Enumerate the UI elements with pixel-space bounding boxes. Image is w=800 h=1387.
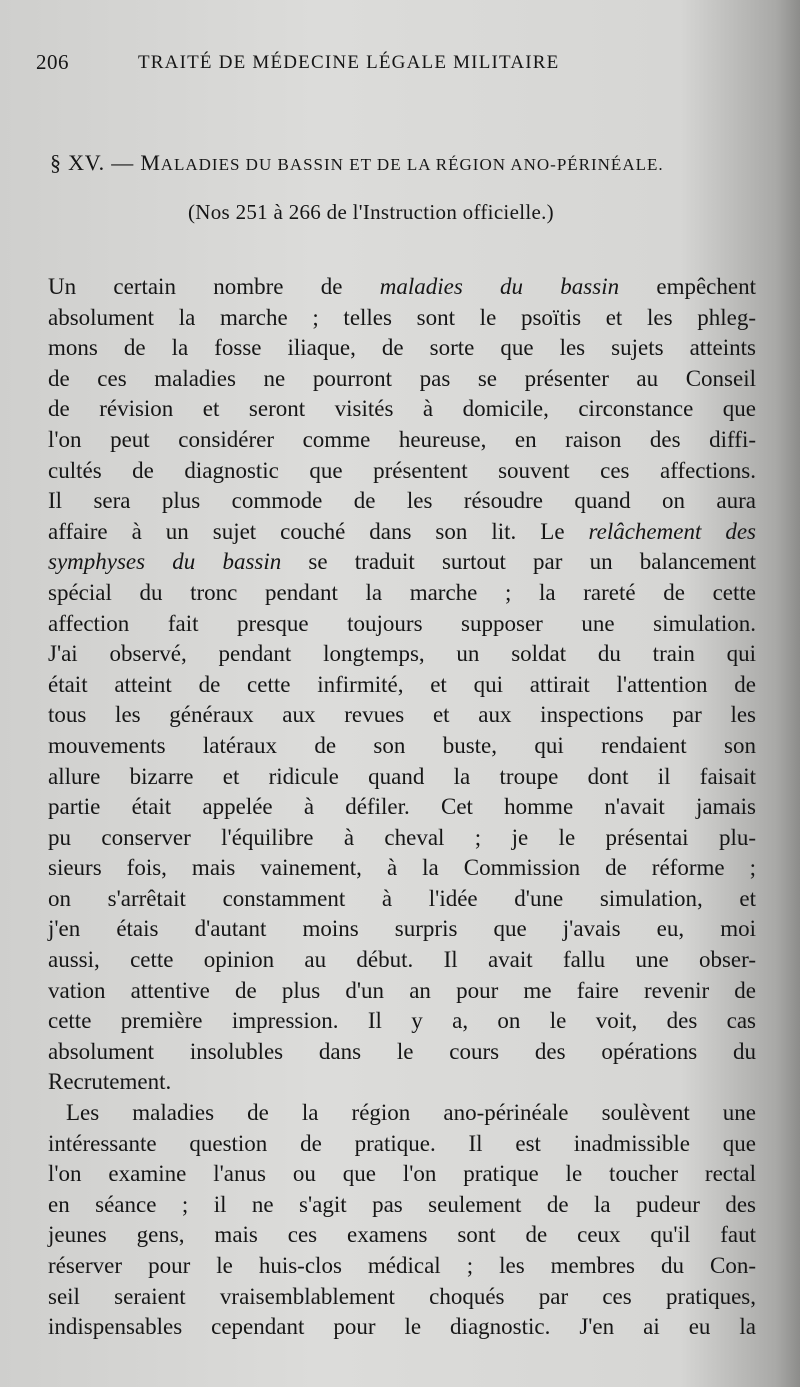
- section-heading: [50, 150, 760, 176]
- text-run: Un certain nombre de: [48, 274, 380, 299]
- text-run: affection fait presque toujours supposer une simulation.: [48, 610, 756, 636]
- text-line: [48, 1159, 756, 1190]
- text-run: cette première impression. Il y a, on le voit, des cas: [48, 1008, 756, 1034]
- text-run: aussi, cette opinion au début. Il avait fallu une obser-: [48, 947, 756, 973]
- text-run: Il sera plus commode de les résoudre quand on aura: [48, 488, 756, 514]
- instruction-reference: (Nos 251 à 266 de l'Instruction officielle.): [188, 200, 554, 224]
- text-run: seil seraient vraisemblablement choqués par ces pratiques,: [48, 1283, 756, 1309]
- text-run: spécial du tronc pendant la marche ; la rareté de cette: [48, 579, 756, 605]
- text-line: [48, 333, 756, 364]
- text-line: [48, 272, 756, 303]
- text-run: affaire à un sujet couché dans son lit. Le: [48, 518, 589, 544]
- running-title: TRAITÉ DE MÉDECINE LÉGALE MILITAIRE: [138, 52, 560, 73]
- text-run: réserver pour le huis-clos médical ; les membres du Con-: [48, 1253, 756, 1278]
- text-run: absolument la marche ; telles sont le psoïtis et les phleg-: [48, 304, 756, 330]
- text-line: [48, 1067, 756, 1098]
- text-line: [48, 517, 756, 548]
- text-line: [48, 394, 756, 425]
- text-run: Les maladies de la région ano-périnéale soulèvent une: [66, 1100, 756, 1126]
- text-run: on s'arrêtait constamment à l'idée d'une simulation, et: [48, 885, 756, 911]
- text-run: l'on peut considérer comme heureuse, en raison des diffi-: [48, 426, 756, 452]
- text-run: j'en étais d'autant moins surpris que j'avais eu, moi: [48, 916, 756, 942]
- text-run: vation attentive de plus d'un an pour me faire revenir de: [48, 977, 756, 1003]
- text-line: [48, 792, 756, 823]
- text-run: mouvements latéraux de son buste, qui rendaient son: [48, 732, 756, 758]
- text-line: [48, 1251, 756, 1282]
- text-run: sieurs fois, mais vainement, à la Commission de réforme ;: [48, 855, 756, 881]
- page-number: 206: [36, 50, 69, 74]
- text-line: [48, 1282, 756, 1313]
- text-line: [48, 976, 756, 1007]
- text-run: J'ai observé, pendant longtemps, un soldat du train qui: [48, 641, 756, 667]
- text-line: [48, 303, 756, 334]
- text-line: [48, 609, 756, 640]
- text-line: [48, 547, 756, 578]
- text-run: cultés de diagnostic que présentent souvent ces affections.: [48, 457, 756, 483]
- text-line: [48, 1220, 756, 1251]
- text-run: en séance ; il ne s'agit pas seulement de la pudeur des: [48, 1191, 756, 1217]
- text-line: [48, 456, 756, 487]
- text-run: de révision et seront visités à domicile, circonstance que: [48, 396, 756, 422]
- text-run: était atteint de cette infirmité, et qui attirait l'attention de: [48, 671, 756, 697]
- text-run: se traduit surtout par un balancement: [281, 549, 756, 575]
- text-line: [48, 1098, 756, 1129]
- text-run: indispensables cependant pour le diagnostic. J'en ai eu la: [48, 1314, 756, 1340]
- text-line: [48, 731, 756, 762]
- text-run: pu conserver l'équilibre à cheval ; je le présentai plu-: [48, 824, 756, 850]
- text-line: [48, 670, 756, 701]
- text-line: [48, 884, 756, 915]
- text-line: [48, 1312, 756, 1343]
- text-run: tous les généraux aux revues et aux inspections par les: [48, 702, 756, 728]
- text-run: partie était appelée à défiler. Cet homme n'avait jamais: [48, 794, 756, 820]
- text-run: intéressante question de pratique. Il est inadmissible que: [48, 1130, 756, 1156]
- text-line: [48, 1006, 756, 1037]
- italic-term: maladies du bassin: [379, 274, 620, 299]
- text-line: [48, 700, 756, 731]
- text-line: [48, 914, 756, 945]
- body-text: [48, 272, 756, 1343]
- section-title-initial: M: [140, 150, 161, 175]
- text-run: mons de la fosse iliaque, de sorte que les sujets atteints: [48, 335, 756, 361]
- text-run: jeunes gens, mais ces examens sont de ceux qu'il faut: [48, 1222, 756, 1248]
- text-run: Recrutement.: [48, 1069, 172, 1095]
- text-run: allure bizarre et ridicule quand la troupe dont il faisait: [48, 763, 756, 789]
- section-title: ALADIES DU BASSIN ET DE LA RÉGION ANO-PÉRINÉALE.: [160, 155, 664, 174]
- text-line: [48, 823, 756, 854]
- text-line: [48, 486, 756, 517]
- text-line: [48, 1037, 756, 1068]
- text-line: [48, 762, 756, 793]
- section-number: § XV. —: [50, 150, 141, 175]
- italic-term: symphyses du bassin: [48, 549, 282, 575]
- text-line: [48, 578, 756, 609]
- text-run: l'on examine l'anus ou que l'on pratique le toucher rectal: [48, 1161, 756, 1187]
- text-run: de ces maladies ne pourront pas se présenter au Conseil: [48, 365, 756, 391]
- text-run: absolument insolubles dans le cours des opérations du: [48, 1038, 756, 1064]
- text-line: [48, 1190, 756, 1221]
- text-line: [48, 364, 756, 395]
- text-line: [48, 425, 756, 456]
- text-line: [48, 1129, 756, 1160]
- text-line: [48, 853, 756, 884]
- text-line: [48, 945, 756, 976]
- text-run: empêchent: [619, 274, 756, 299]
- italic-term: relâchement des: [588, 518, 756, 544]
- text-line: [48, 639, 756, 670]
